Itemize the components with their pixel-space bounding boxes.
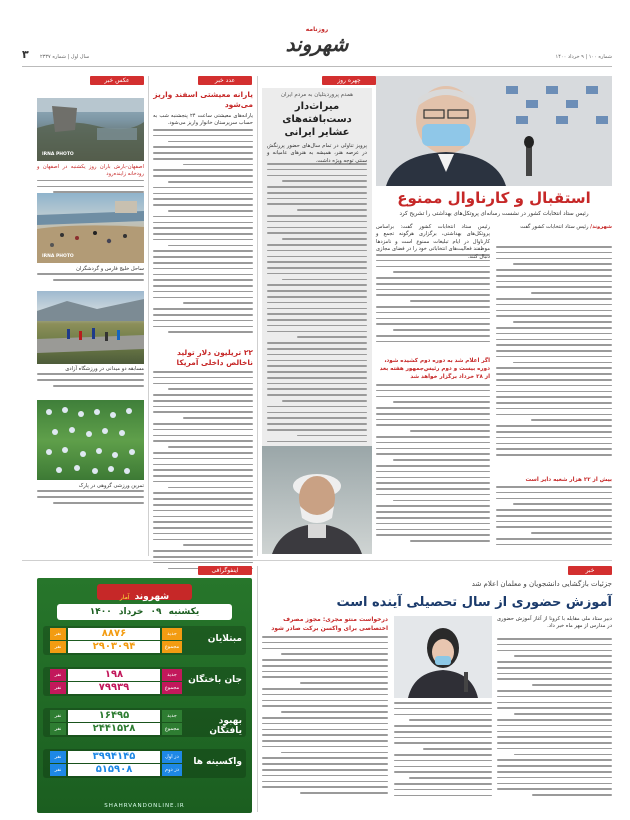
stat-label: مبتلایان	[207, 634, 242, 644]
stat-unit: نفر	[50, 751, 66, 763]
section-badge-chehre: چهره روز	[322, 76, 376, 85]
lead-title: استقبال و کارناوال ممنوع	[397, 189, 591, 207]
infographic-title: شهروند	[134, 592, 170, 602]
education-side-title: درخواست منتو مجری: مجوز مصرف اختصاصی برای واکسن برکت صادر شود	[271, 616, 388, 632]
lead-lines-left-2	[376, 384, 490, 560]
header-right-meta: شماره ۱۰۰ | ۹ خرداد ۱۴۰۰	[555, 54, 612, 60]
report-body-1: یارانه‌های معیشتی ساعت ۲۴ پنجشنبه شب به حساب سرپرستان خانوار واریز می‌شود.	[153, 113, 253, 127]
photo-caption-3	[37, 366, 144, 394]
logo-small-text: روزنامه	[305, 26, 329, 33]
stat-total-tag: مجموع	[162, 641, 182, 653]
report-lines-2	[153, 371, 253, 571]
logo-text: شهروند	[285, 32, 349, 56]
stat-row	[43, 749, 246, 778]
lead-subhead-2: بیش از ۲۲ هزار شعبه دایر است	[525, 477, 612, 483]
caption-1-lines	[37, 180, 144, 193]
caption-3-lines	[37, 373, 144, 386]
stat-new-value: ۱۶۴۹۵	[68, 710, 160, 722]
infographic-title-bar	[97, 584, 192, 600]
date-day: یکشنبه	[168, 607, 200, 617]
photo-credit: IRNA PHOTO	[42, 152, 74, 157]
infographic-rows	[43, 626, 246, 792]
section-badge-news: عکس خبر	[90, 76, 144, 85]
infographic-footer: SHAHRVANDONLINE.IR	[104, 803, 185, 809]
infographic-title-tag: آمار	[119, 594, 130, 601]
photo-beach	[37, 193, 144, 263]
chehre-body: پرویز تناولی در تمام سال‌های حضور پررنگش در عرصه هنر، همیشه به هنرهای عامیانه و سنتی توجه ویژه داشت.	[267, 143, 367, 164]
lead-body-text: رئیس ستاد انتخابات کشور گفت: براساس پروتکل‌های بهداشتی، برگزاری هرگونه تجمع و کارناوال در ایام تبلیغات ممنوع است و نامزدها موظفند فعالیت‌های انتخاباتی خود را در فضای مجازی دنبال کنند.	[376, 224, 490, 260]
stat-new-tag: جدید	[162, 628, 182, 640]
caption-2-lines	[37, 273, 144, 280]
lead-lines-left	[376, 254, 490, 354]
section-divider-horizontal	[22, 560, 612, 561]
chehre-lines	[262, 163, 372, 463]
lead-body-col-right	[496, 224, 612, 554]
stat-new-value: ۱۹۸	[68, 669, 160, 681]
education-col-mid	[394, 702, 492, 812]
date-num: ۰۹	[150, 607, 162, 617]
education-lines-right	[497, 638, 612, 808]
stat-row	[43, 667, 246, 696]
education-body: دبیر ستاد ملی مقابله با کرونا از آغاز آموزش حضوری در مدارس از مهر ماه خبر داد.	[497, 616, 612, 630]
section-badge-infographic: اینفوگرافی	[198, 566, 252, 575]
stat-total-value: ۵۱۵۹۰۸	[68, 764, 160, 776]
stat-total-value: ۷۹۹۳۹	[68, 682, 160, 694]
report-headline-2: ۲۲ تریلیون دلار تولید ناخالص داخلی آمریکا	[176, 348, 253, 367]
stat-total-tag: مجموع	[162, 723, 182, 735]
education-col-right	[497, 616, 612, 812]
date-year: ۱۴۰۰	[89, 607, 112, 617]
education-kicker: جزئیات بازگشایی دانشجویان و معلمان اعلام شد	[471, 580, 612, 588]
lead-lines-right-2	[496, 486, 612, 556]
photo-caption-2	[37, 266, 144, 286]
chehre-title: میراث‌دار دست‌بافته‌های عشایر ایرانی	[282, 101, 352, 138]
education-col-left	[262, 616, 388, 812]
caption-3-text: مسابقه دو میدانی در ورزشگاه آزادی	[65, 366, 144, 372]
stat-unit: نفر	[50, 764, 66, 776]
header-divider	[22, 66, 612, 67]
stat-label: واکسینه ها	[193, 757, 242, 767]
stat-unit: نفر	[50, 710, 66, 722]
stat-total-tag: مجموع	[162, 682, 182, 694]
stat-row	[43, 626, 246, 655]
newspaper-logo	[277, 26, 357, 60]
page-header	[22, 26, 612, 68]
infographic-date-bar	[57, 604, 232, 620]
photo-runners	[37, 291, 144, 364]
lead-intro	[496, 224, 612, 246]
covid-infographic	[37, 578, 252, 813]
stat-total-tag: دز دوم	[162, 764, 182, 776]
photo-caption-1	[37, 164, 144, 188]
report-column	[153, 90, 253, 550]
caption-4-lines	[37, 490, 144, 503]
stat-new-value: ۸۸۷۶	[68, 628, 160, 640]
chehre-portrait	[262, 446, 372, 554]
section-badge-report: عدد خبر	[198, 76, 252, 85]
stat-new-tag: جدید	[162, 710, 182, 722]
stat-total-value: ۲۴۴۱۵۲۸	[68, 723, 160, 735]
stat-total-value: ۲۹۰۳۰۹۴	[68, 641, 160, 653]
lead-subtitle: رئیس ستاد انتخابات کشور در نشست رسانه‌ای پروتکل‌های بهداشتی را تشریح کرد	[399, 211, 589, 217]
lead-body-col-left	[376, 224, 490, 554]
stat-unit: نفر	[50, 669, 66, 681]
section-badge-khabar: خبر	[568, 566, 612, 575]
lead-photo	[376, 76, 612, 186]
education-lines-left	[262, 636, 388, 810]
photo-river	[37, 98, 144, 161]
lead-lines-right	[496, 246, 612, 474]
stat-unit: نفر	[50, 682, 66, 694]
stat-unit: نفر	[50, 628, 66, 640]
stat-unit: نفر	[50, 641, 66, 653]
stat-label: بهبود یافتگان	[209, 716, 242, 736]
header-left-meta: سال اول | شماره ۲۳۳۷	[40, 54, 90, 60]
report-headline-1: یارانه معیشتی اسفند واریز می‌شود	[153, 90, 253, 109]
stat-new-tag: جدید	[162, 669, 182, 681]
caption-1-text: اصفهان-بارش باران روز یکشنبه در اصفهان و رودخانه زاینده‌رود	[37, 164, 144, 178]
photo-exercise	[37, 400, 144, 480]
lead-intro-highlight: رئیس ستاد انتخابات کشور گفت	[520, 224, 589, 230]
photo-caption-4	[37, 483, 144, 511]
lead-subhead-1: اگر اعلام شد به دوره دوم کشیده شود، دوره بیست و دوم رئیس‌جمهور هفته بعد از ۲۸ خرداد برگزار خواهد شد	[379, 358, 490, 380]
chehre-kicker: همدم پروردیتلیان به مردم ایران	[280, 92, 354, 98]
date-month: خرداد	[118, 607, 144, 617]
stat-new-value: ۳۹۹۴۱۴۵	[68, 751, 160, 763]
education-photo	[394, 616, 492, 698]
caption-4-text: تمرین ورزشی گروهی در پارک	[78, 483, 144, 489]
chehre-block	[262, 88, 372, 554]
page-number: ۳	[22, 48, 29, 61]
column-divider-2	[257, 76, 258, 556]
column-divider-1	[148, 76, 149, 556]
stat-label: جان باختگان	[188, 675, 242, 685]
stat-unit: نفر	[50, 723, 66, 735]
caption-2-text: ساحل خلیج فارس و گردشگران	[76, 266, 144, 272]
lead-intro-source: شهروند/	[590, 224, 612, 230]
stat-row	[43, 708, 246, 737]
stat-new-tag: دز اول	[162, 751, 182, 763]
education-title: آموزش حضوری از سال تحصیلی آینده است	[336, 595, 612, 610]
column-divider-3	[257, 566, 258, 812]
report-lines-1	[153, 129, 253, 344]
photo-credit-2: IRNA PHOTO	[42, 254, 74, 259]
education-lines-mid	[394, 702, 492, 810]
